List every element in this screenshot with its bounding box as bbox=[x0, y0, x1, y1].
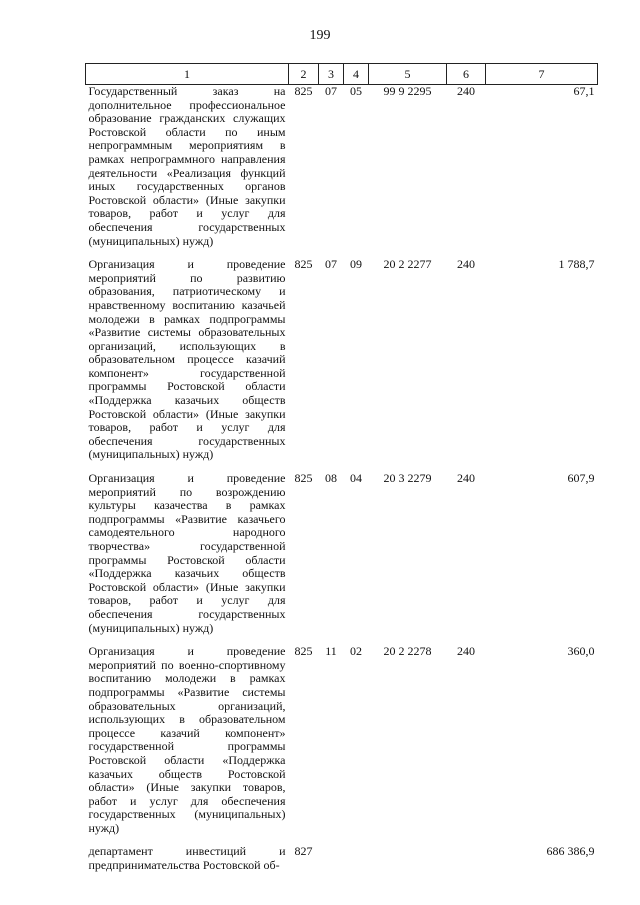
column-header-1: 1 bbox=[86, 64, 289, 85]
table-row bbox=[86, 85, 598, 259]
column-header-4: 4 bbox=[344, 64, 369, 85]
row-expense-type: 240 bbox=[457, 471, 475, 486]
budget-table bbox=[85, 63, 598, 883]
row-description: департамент инвестиций и предпринимательства Ростовской об- bbox=[88, 844, 286, 873]
row-description: Государственный заказ на дополнительное профессиональное образование гражданских служащих Ростовской области по иным непрограммным мероприятиям в рамках непрограммного направления деятельности «Реализация функций иных государственных органов Ростовской области» (Иные закупки товаров, работ и услуг для обеспечения государственных (муниципальных) нужд) bbox=[88, 84, 286, 248]
row-expense-type: 240 bbox=[457, 257, 475, 272]
row-amount: 67,1 bbox=[573, 84, 595, 98]
row-target-code: 20 3 2279 bbox=[383, 471, 432, 486]
table-header bbox=[86, 64, 598, 85]
row-subsection bbox=[344, 845, 369, 882]
column-header-3: 3 bbox=[319, 64, 344, 85]
row-ministry-code: 825 bbox=[294, 644, 313, 659]
row-subsection: 02 bbox=[350, 644, 362, 659]
table-row bbox=[86, 845, 598, 882]
row-section bbox=[319, 845, 344, 882]
row-subsection: 09 bbox=[350, 257, 362, 272]
row-section: 11 bbox=[325, 644, 337, 659]
row-amount: 360,0 bbox=[567, 644, 595, 659]
row-ministry-code: 825 bbox=[294, 84, 313, 98]
row-description: Организация и проведение мероприятий по возрождению культуры казачества в рамках подпрограммы «Развитие казачьего самодеятельного народного творчества» государственной программы Ростовской области «Поддержка казачьих обществ Ростовской области» (Иные закупки товаров, работ и услуг для обеспечения государственных (муниципальных) нужд) bbox=[88, 471, 286, 635]
row-expense-type: 240 bbox=[457, 84, 475, 98]
column-header-6: 6 bbox=[447, 64, 486, 85]
row-expense-type bbox=[447, 845, 486, 882]
table-row bbox=[86, 472, 598, 645]
row-ministry-code: 825 bbox=[294, 471, 313, 486]
row-target-code: 99 9 2295 bbox=[383, 84, 432, 98]
row-amount: 1 788,7 bbox=[558, 257, 595, 272]
table-row bbox=[86, 645, 598, 845]
column-header-5: 5 bbox=[369, 64, 447, 85]
row-description: Организация и проведение мероприятий по военно-спортивному воспитанию молодежи в рамках подпрограммы «Развитие системы образовательных организаций, использующих в образовательном процессе казачий компонент» государственной программы Ростовской области «Поддержка казачьих обществ Ростовской области» (Иные закупки товаров, работ и услуг для обеспечения государственных (муниципальных) нужд) bbox=[88, 644, 286, 835]
column-header-2: 2 bbox=[289, 64, 319, 85]
row-section: 08 bbox=[325, 471, 337, 486]
row-amount: 607,9 bbox=[567, 471, 595, 486]
header-row bbox=[86, 64, 598, 85]
row-section: 07 bbox=[325, 84, 337, 98]
row-ministry-code: 825 bbox=[294, 257, 313, 272]
table-row bbox=[86, 258, 598, 472]
row-target-code bbox=[369, 845, 447, 882]
column-header-7: 7 bbox=[486, 64, 598, 85]
row-section: 07 bbox=[325, 257, 337, 272]
row-target-code: 20 2 2278 bbox=[383, 644, 432, 659]
row-subsection: 04 bbox=[350, 471, 362, 486]
row-expense-type: 240 bbox=[457, 644, 475, 659]
row-target-code: 20 2 2277 bbox=[383, 257, 432, 272]
page-number: 199 bbox=[309, 28, 331, 43]
row-subsection: 05 bbox=[350, 84, 362, 98]
row-description: Организация и проведение мероприятий по развитию образования, патриотическому и нравственному воспитанию казачьей молодежи в рамках подпрограммы «Развитие системы образовательных организаций, использующих в образовательном процессе казачий компонент» государственной программы Ростовской области «Поддержка казачьих обществ Ростовской области» (Иные закупки товаров, работ и услуг для обеспечения государственных (муниципальных) нужд) bbox=[88, 257, 286, 462]
row-ministry-code: 827 bbox=[294, 844, 313, 859]
row-amount: 686 386,9 bbox=[546, 844, 595, 859]
